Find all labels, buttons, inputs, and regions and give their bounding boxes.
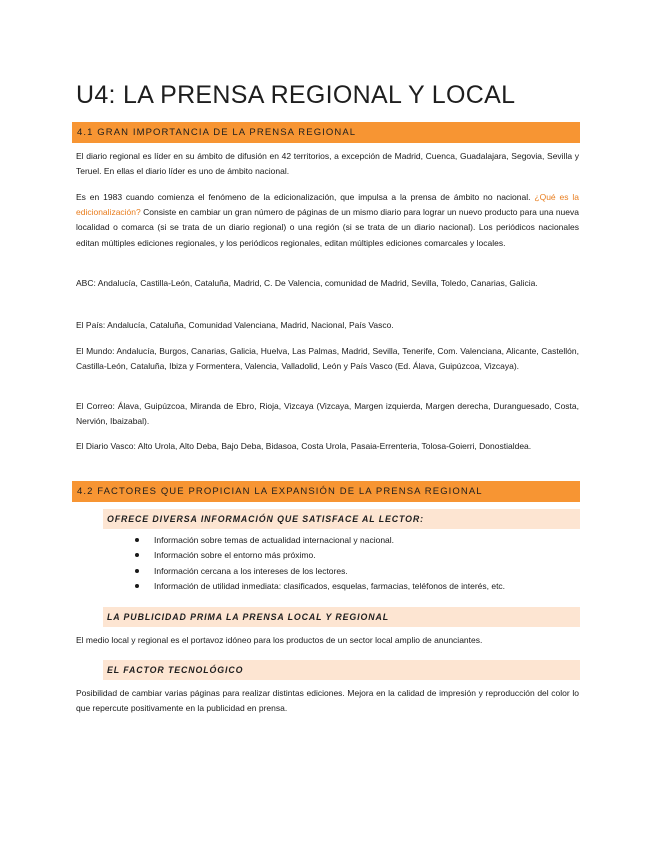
list-item: Información sobre el entorno más próximo. (108, 548, 578, 563)
edicionalizacion-definition: Consiste en cambiar un gran número de páginas de un mismo diario para lograr un nuevo producto para una nueva localidad o comarca (si se trata de un diario regional) o una región (si se trata de un diario nacional). Los periódicos nacionales editan múltiples ediciones regionales, y los periódicos regionales, editan múltiples ediciones comarcales y locales. (76, 207, 579, 248)
edicionalizacion-intro: Es en 1983 cuando comienza el fenómeno de la edicionalización, que impulsa a la prensa de ámbito no nacional. (76, 192, 531, 202)
bullet-dot-icon (135, 553, 139, 557)
paragraph-el-correo: El Correo: Álava, Guipúzcoa, Miranda de Ebro, Rioja, Vizcaya (Vizcaya, Margen izquierda, Margen derecha, Duranguesado, Costa, Nervión, Ibaizabal). (76, 401, 579, 427)
bullet-dot-icon (135, 538, 139, 542)
bullet-dot-icon (135, 584, 139, 588)
paragraph-el-pais: El País: Andalucía, Cataluña, Comunidad Valenciana, Madrid, Nacional, País Vasco. (76, 320, 394, 330)
bullet-dot-icon (135, 569, 139, 573)
paragraph-publicidad: El medio local y regional es el portavoz idóneo para los productos de un sector local amplio de anunciantes. (76, 635, 483, 645)
list-item: Información cercana a los intereses de los lectores. (108, 564, 578, 579)
information-bullet-list (108, 533, 578, 594)
subsection-heading-factor-tecnologico: EL FACTOR TECNOLÓGICO (103, 660, 580, 680)
section-heading-4-1: 4.1 GRAN IMPORTANCIA DE LA PRENSA REGIONAL (72, 122, 580, 143)
paragraph-edicionalizacion (76, 190, 579, 251)
list-item: Información de utilidad inmediata: clasificados, esquelas, farmacias, teléfonos de interés, etc. (108, 579, 578, 594)
paragraph-el-diario-vasco: El Diario Vasco: Alto Urola, Alto Deba, Bajo Deba, Bidasoa, Costa Urola, Pasaia-Errenteria, Tolosa-Goierri, Donostialdea. (76, 441, 532, 451)
subsection-heading-informacion: OFRECE DIVERSA INFORMACIÓN QUE SATISFACE AL LECTOR: (103, 509, 580, 529)
page-title: U4: LA PRENSA REGIONAL Y LOCAL (76, 81, 516, 109)
edicionalizacion-question: ¿Qué es la edicionalización? (76, 192, 580, 218)
list-item: Información sobre temas de actualidad internacional y nacional. (108, 533, 578, 548)
paragraph-factor-tecnologico: Posibilidad de cambiar varias páginas para realizar distintas ediciones. Mejora en la calidad de impresión y reproducción del color lo que repercute positivamente en la publicidad en prensa. (76, 688, 579, 714)
section-heading-4-2: 4.2 FACTORES QUE PROPICIAN LA EXPANSIÓN DE LA PRENSA REGIONAL (72, 481, 580, 502)
paragraph-abc: ABC: Andalucía, Castilla-León, Cataluña, Madrid, C. De Valencia, comunidad de Madrid, Sevilla, Toledo, Canarias, Galicia. (76, 278, 538, 288)
paragraph-el-mundo: El Mundo: Andalucía, Burgos, Canarias, Galicia, Huelva, Las Palmas, Madrid, Sevilla, Tenerife, Com. Valenciana, Alicante, Castellón, Castilla-León, Cataluña, Ibiza y Formentera, Valencia, Valladolid, León y País Vasco (Ed. Álava, Guipúzcoa, Vizcaya). (76, 346, 579, 372)
paragraph-regional-leader: El diario regional es líder en su ámbito de difusión en 42 territorios, a excepción de Madrid, Cuenca, Guadalajara, Segovia, Sevilla y Teruel. En ellas el diario líder es uno de ámbito nacional. (76, 151, 579, 177)
subsection-heading-publicidad: LA PUBLICIDAD PRIMA LA PRENSA LOCAL Y REGIONAL (103, 607, 580, 627)
